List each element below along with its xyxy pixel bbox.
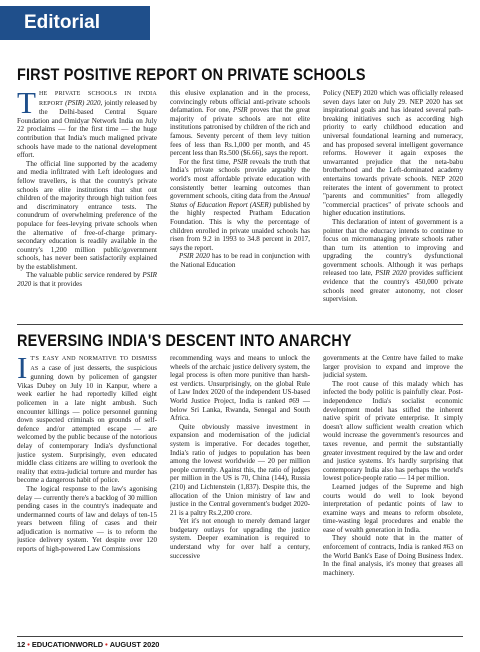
report-name: PSIR 2020 — [375, 269, 407, 278]
paragraph: this elusive explanation and in the process, convincingly rebuts official anti-private schools defamation. For one, — [170, 89, 310, 115]
page-number: 12 — [17, 640, 26, 649]
paragraph: is that it provides — [31, 280, 83, 289]
article1-column-3 — [323, 89, 463, 323]
lead-in: T'S EASY AND NORMATIVE TO DISMISS AS — [30, 356, 157, 372]
paragraph: The valuable public service rendered by — [26, 271, 143, 280]
article1-column-2 — [170, 89, 310, 323]
report-name: PSIR 2020 — [179, 252, 210, 261]
dropcap: T — [17, 89, 36, 120]
paragraph: recommending ways and means to unlock the wheels of the archaic justice delivery system, the legal process is often more punitive than harsh-est verdicts. Unsurprisingly, on the global Rule of Law Index 2020 of the independent US-based World Justice Project, India is ranked #69 — below Sri Lanka, Rwanda, Senegal and South Africa. — [170, 354, 310, 423]
report-name: PSIR — [233, 106, 248, 115]
paragraph: The logical response to the law's agonising delay — currently there's a backlog of 30 million pending cases in the country's inadequate and undermanned courts of law and delays of ten-15 years between filing of cases and their adjudication is normative — is to reform the justice delivery system. Yet despite over 120 reports of high-powered Law Commissions — [17, 484, 157, 554]
article-divider — [17, 324, 463, 325]
bullet-icon: • — [27, 640, 30, 649]
paragraph: Quite obviously massive investment in expansion and modernisation of the judicial system is imperative. For decades together, India's ratio of judges to population has been among the lowest worldwide — 20 per million people currently. Against this, the ratio of judges per million in the US is 70, China (144), Russia (210) and Lichtenstein (1,837). Despite this, the allocation of the Union ministry of law and justice in the Central government's budget 2020-21 is a paltry Rs.2,200 crore. — [170, 422, 310, 517]
bullet-icon: • — [105, 640, 108, 649]
paragraph: Yet it's not enough to merely demand larger budgetary outlays for upgrading the justice system. Deeper examination is required to understand why for over half a century, successive — [170, 517, 310, 560]
section-label: Editorial — [24, 12, 101, 33]
section-tab-editorial — [0, 6, 150, 40]
paragraph: They should note that in the matter of enforcement of contracts, India is ranked #63 on the World Bank's Ease of Doing Business Index. In the final analysis, it's money that greases all machinery. — [323, 534, 463, 577]
issue-date: AUGUST 2020 — [109, 640, 160, 649]
paragraph: published by the highly respected Pratham Education Foundation. This is why the percentage of children enrolled in private unaided schools has risen from 9.2 in 1993 to 34.8 percent in 2017, says the report. — [170, 200, 310, 252]
paragraph: governments at the Centre have failed to make larger provision to expand and improve the judicial system. — [323, 354, 463, 380]
paragraph: The root cause of this malady which has infected the body politic is painfully clear. Post-independence India's socialist economic development model has stifled the inherent native spirit of private enterprise. It simply doesn't allow sufficient wealth creation which would increase the government's resources and taxes revenue, and permit the substantially greater investment required by the law and order and justice systems. It's hardly surprising that contemporary India also has perhaps the world's lowest police-people ratio — 14 per million. — [323, 379, 463, 483]
report-name: PSIR 2020 — [17, 271, 157, 289]
paragraph: a case of just desserts, the suspicious gunning down by policemen of gangster Vikas Dubey on July 10 in Kanpur, where a week earlier he had reportedly killed eight policemen in a late night ambush. Such encounter killings — police personnel gunning down suspected criminals on grounds of self-defence and/or attempted escape — are welcomed by the public because of the notorious delay of contemporary India's dysfunctional justice system. Surprisingly, even educated middle class citizens are willing to overlook the reality that extra-judicial torture and murder has become a dangerous habit of police. — [17, 363, 157, 485]
page-footer — [17, 640, 159, 649]
paragraph: Policy (NEP) 2020 which was officially released seven days later on July 29. NEP 2020 has set inspirational goals and has ideated several path-breaking initiatives such as according high priority to early childhood education and universal foundational learning and numeracy, and has proposed several intelligent governance reforms. However it again exposes the unwarranted prejudice that the neta-babu brotherhood and the Left-dominated academy entertains towards private schools. NEP 2020 reiterates the intent of government to protect "parents and communities" from allegedly "commercial practices" of private schools and higher education institutions. — [323, 89, 463, 218]
report-name: Annual Status of Education Report (ASER) — [170, 192, 310, 209]
article2-body — [17, 354, 463, 636]
paragraph: The official line supported by the academy and media infiltrated with Left ideologues and fellow travellers, is that the country's private schools are elite institutions that shut out children of the majority through high tuition fees and discriminatory entrance tests. The conundrum of overwhelming preference of the populace for fees-levying private schools when the alternative of free-of-charge primary-secondary education is readily available in the country's 1,200 million public/government schools, has never been satisfactorily explained by the establishment. — [17, 159, 157, 271]
article2-column-1 — [17, 354, 157, 636]
paragraph: Learned judges of the Supreme and high courts would do well to look beyond interpretation of pedantic points of law to examine ways and means to reform obsolete, time-wasting legal procedures and enable the ease of wealth generation in India. — [323, 482, 463, 534]
dropcap: I — [17, 354, 28, 385]
paragraph: , jointly released by the Delhi-based Central Square Foundation and Omidyar Network India on July 22 proclaims — for the first time — the huge contribution that India's much maligned private schools have made to the national development effort. — [17, 98, 157, 160]
article1-headline: FIRST POSITIVE REPORT ON PRIVATE SCHOOLS — [17, 65, 366, 84]
paragraph: This declaration of intent of government is a pointer that the educracy intends to continue to focus on micromanaging private schools rather than turn its attention to improving and upgrading the country's dysfunctional government schools. Although it was perhaps released too late, — [323, 217, 463, 278]
report-name: (PSIR) 2020 — [65, 98, 101, 107]
lead-in: HE PRIVATE SCHOOLS IN INDIA REPORT — [38, 91, 157, 107]
article2-headline: REVERSING INDIA'S DESCENT INTO ANARCHY — [17, 331, 352, 350]
article2-column-3 — [323, 354, 463, 636]
article1-column-1 — [17, 89, 157, 323]
paragraph: has to be read in conjunction with the National Education — [170, 252, 310, 269]
publication-name: EDUCATIONWORLD — [31, 640, 104, 649]
article1-body — [17, 89, 463, 323]
paragraph: reveals the truth that India's private schools provide arguably the world's most affordable private education with consistently better learning outcomes than government schools, citing data from the — [170, 157, 310, 201]
report-name: PSIR — [232, 157, 248, 166]
paragraph: proves that the great majority of private schools are not elite institutions patronised by children of the rich and famous. Seventy percent of them levy tuition fees of less than Rs.1,000 per month, and 45 percent less than Rs.500 ($6.66), says the report. — [170, 106, 310, 158]
paragraph: provides sufficient evidence that the country's 450,000 private schools need greater autonomy, not closer supervision. — [323, 269, 463, 304]
paragraph: For the first time, — [179, 157, 233, 166]
footer-rule — [17, 636, 463, 637]
article2-column-2 — [170, 354, 310, 636]
